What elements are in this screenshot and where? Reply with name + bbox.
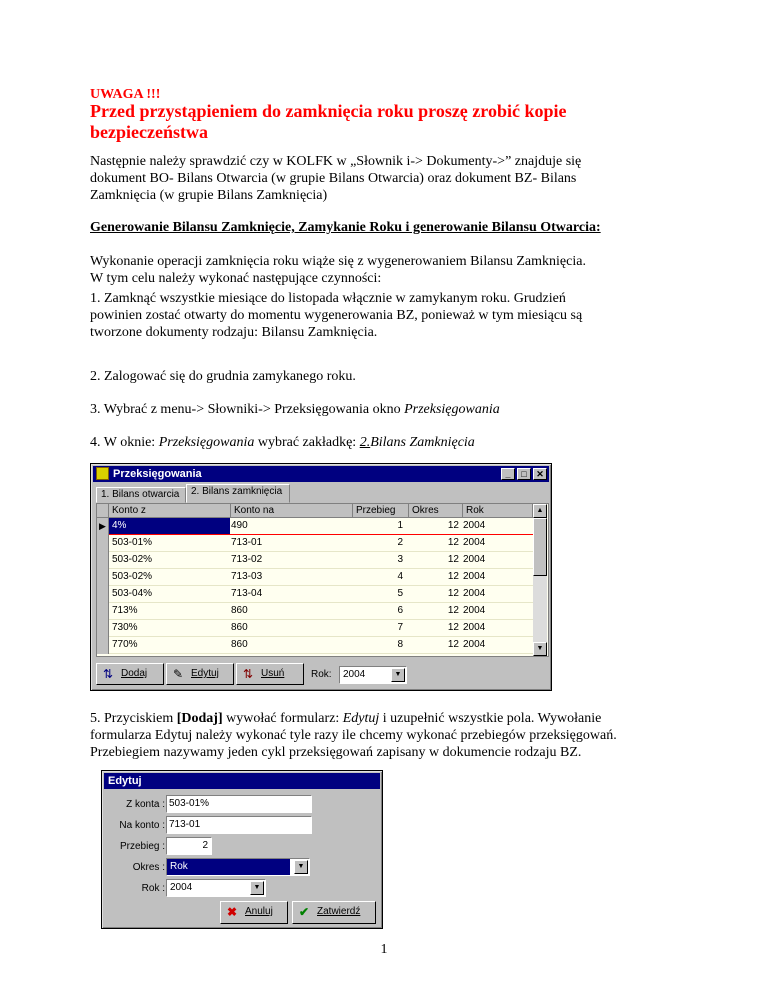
year-select[interactable] <box>166 879 266 897</box>
window-titlebar[interactable] <box>104 773 380 789</box>
column-header-rok[interactable]: Rok <box>463 504 533 518</box>
table-cell[interactable]: 12 <box>447 554 459 565</box>
text-line: Wykonanie operacji zamknięcia roku wiąże się z wygenerowaniem Bilansu Zamknięcia. <box>90 254 586 269</box>
table-cell[interactable]: 8 <box>397 639 403 650</box>
table-cell[interactable]: 860 <box>231 622 248 633</box>
row-indicator[interactable] <box>97 637 109 654</box>
maximize-icon[interactable]: □ <box>517 468 531 480</box>
table-cell[interactable]: 12 <box>447 622 459 633</box>
data-grid[interactable] <box>96 503 549 657</box>
headline-line-1: Przed przystąpieniem do zamknięcia roku proszę zrobić kopie <box>90 101 567 121</box>
table-cell[interactable]: 2004 <box>463 639 486 650</box>
run-label: Przebieg : <box>119 841 165 852</box>
text-fragment: i uzupełnić wszystkie pola. Wywołanie <box>379 711 602 726</box>
text-fragment: wybrać zakładkę: <box>254 435 360 450</box>
delete-arrows-icon: ⇅ <box>243 667 254 681</box>
table-cell[interactable]: 6 <box>397 605 403 616</box>
delete-button-label: Usuń <box>261 668 285 679</box>
from-account-input[interactable] <box>166 795 312 813</box>
table-row[interactable] <box>97 586 534 603</box>
table-cell[interactable]: 503-02% <box>112 554 153 565</box>
table-cell[interactable]: 12 <box>447 605 459 616</box>
period-select[interactable] <box>166 858 310 876</box>
period-label: Okres : <box>132 862 165 873</box>
text-line: Zamknięcia (w grupie Bilans Zamknięcia) <box>90 188 328 203</box>
table-cell[interactable]: 3 <box>397 554 403 565</box>
run-value: 2 <box>202 840 208 851</box>
year-select[interactable] <box>339 666 407 684</box>
table-cell[interactable]: 2004 <box>463 605 486 616</box>
table-cell[interactable]: 2004 <box>463 537 486 548</box>
table-row[interactable] <box>97 535 534 552</box>
headline-line-2: bezpieczeństwa <box>90 122 208 142</box>
table-cell[interactable]: 860 <box>231 605 248 616</box>
year-label: Rok : <box>141 883 165 894</box>
app-icon <box>96 467 109 480</box>
text-fragment-italic: Edytuj <box>342 711 380 726</box>
add-button-label: Dodaj <box>121 668 148 679</box>
table-cell[interactable]: 730% <box>112 622 138 633</box>
row-indicator[interactable] <box>97 569 109 586</box>
paragraph-intro <box>90 253 680 287</box>
text-line: dokument BO- Bilans Otwarcia (w grupie Bilans Otwarcia) oraz dokument BZ- Bilans <box>90 171 577 186</box>
table-cell[interactable]: 2004 <box>463 520 486 531</box>
section-heading-text: Generowanie Bilansu Zamknięcie, Zamykanie Roku i generowanie Bilansu Otwarcia: <box>90 220 601 235</box>
page-number: 1 <box>380 942 388 957</box>
table-row[interactable] <box>97 518 534 535</box>
year-label: Rok: <box>311 669 332 680</box>
dropdown-arrow-icon[interactable]: ▼ <box>250 881 264 895</box>
row-indicator[interactable] <box>97 586 109 603</box>
text-line: 1. Zamknąć wszystkie miesiące do listopada włącznie w zamykanym roku. Grudzień <box>90 291 566 306</box>
table-cell[interactable]: 1 <box>397 520 403 531</box>
table-cell[interactable]: 2004 <box>463 588 486 599</box>
scroll-thumb[interactable] <box>533 518 547 576</box>
checkmark-icon: ✔ <box>299 905 310 919</box>
add-arrows-icon: ⇅ <box>103 667 114 681</box>
text-line: Przebiegiem nazywamy jeden cykl przeksięgowań zapisany w dokumencie rodzaju BZ. <box>90 745 582 760</box>
window-przeksiegowania <box>90 463 552 691</box>
table-row[interactable] <box>97 620 534 637</box>
table-cell[interactable]: 2004 <box>463 571 486 582</box>
tab-bilans-otwarcia[interactable] <box>96 487 186 503</box>
to-account-label: Na konto : <box>119 820 165 831</box>
dropdown-arrow-icon[interactable]: ▼ <box>391 668 405 682</box>
window-title: Przeksięgowania <box>113 468 202 480</box>
table-cell[interactable]: 12 <box>447 537 459 548</box>
table-cell[interactable]: 5 <box>397 588 403 599</box>
text-fragment-italic: Przeksięgowania <box>404 402 500 417</box>
dropdown-arrow-icon[interactable]: ▼ <box>294 860 308 874</box>
table-row[interactable] <box>97 569 534 586</box>
text-fragment: 3. Wybrać z menu-> Słowniki-> Przeksięgowania okno <box>90 402 405 417</box>
vertical-scrollbar[interactable] <box>533 504 547 656</box>
table-cell[interactable]: 2004 <box>463 554 486 565</box>
tab-label: 1. Bilans otwarcia <box>101 489 180 500</box>
row-indicator[interactable] <box>97 620 109 637</box>
edit-button[interactable] <box>166 663 234 685</box>
edit-icon: ✎ <box>173 667 184 681</box>
grid-corner <box>97 504 109 518</box>
column-header-konto-z[interactable]: Konto z <box>109 504 231 518</box>
from-account-label: Z konta : <box>126 799 165 810</box>
step-1 <box>90 290 680 341</box>
headline <box>90 101 650 143</box>
text-fragment-italic: Przeksięgowania <box>158 435 255 450</box>
text-fragment: 5. Przyciskiem <box>90 711 177 726</box>
column-header-przebieg[interactable]: Przebieg <box>353 504 409 518</box>
to-account-value: 713-01 <box>169 819 201 830</box>
table-cell[interactable]: 503-02% <box>112 571 153 582</box>
table-cell[interactable]: 2004 <box>463 622 486 633</box>
from-account-value: 503-01% <box>169 798 210 809</box>
minimize-icon[interactable]: _ <box>501 468 515 480</box>
scroll-down-icon[interactable]: ▼ <box>533 642 547 656</box>
table-cell[interactable]: 503-01% <box>112 537 153 548</box>
table-cell[interactable]: 4% <box>109 518 230 534</box>
table-cell[interactable]: 713-02 <box>231 554 263 565</box>
text-line: 2. Zalogować się do grudnia zamykanego roku. <box>90 369 356 384</box>
step-5 <box>90 710 680 761</box>
table-cell[interactable]: 860 <box>231 639 248 650</box>
tab-bilans-zamkniecia[interactable] <box>186 484 290 503</box>
table-cell[interactable]: 2 <box>397 537 403 548</box>
warning-label: UWAGA !!! <box>90 87 161 102</box>
delete-button[interactable] <box>236 663 304 685</box>
table-row[interactable] <box>97 552 534 569</box>
tab-label: 2. Bilans zamknięcia <box>191 486 283 497</box>
step-4 <box>90 434 680 451</box>
table-cell[interactable]: 713-01 <box>231 537 263 548</box>
text-line: tworzone dokumenty rodzaju: Bilansu Zamknięcia. <box>90 325 378 340</box>
text-fragment: 4. W oknie: <box>90 435 159 450</box>
tab-reference: 2.Bilans Zamknięcia <box>359 435 475 450</box>
cancel-x-icon: ✖ <box>227 905 238 919</box>
year-select-value: 2004 <box>170 882 193 893</box>
section-heading <box>90 219 680 236</box>
text-line: W tym celu należy wykonać następujące czynności: <box>90 271 382 286</box>
table-row[interactable] <box>97 603 534 620</box>
row-indicator-arrow-icon[interactable]: ▶ <box>97 518 109 535</box>
table-cell[interactable]: 4 <box>397 571 403 582</box>
table-cell[interactable]: 490 <box>231 520 248 531</box>
table-cell[interactable]: 12 <box>447 571 459 582</box>
step-2 <box>90 368 680 385</box>
close-icon[interactable]: ✕ <box>533 468 547 480</box>
table-cell[interactable]: 713-03 <box>231 571 263 582</box>
row-indicator[interactable] <box>97 603 109 620</box>
text-line: powinien zostać otwarty do momentu wygenerowania BZ, ponieważ w tym miesiącu są <box>90 308 583 323</box>
paragraph-dictionary-check <box>90 153 680 204</box>
year-select-value: 2004 <box>343 669 366 680</box>
row-indicator[interactable] <box>97 552 109 569</box>
table-cell[interactable]: 12 <box>447 520 459 531</box>
column-header-konto-na[interactable]: Konto na <box>231 504 353 518</box>
column-header-okres[interactable]: Okres <box>409 504 463 518</box>
window-edytuj <box>101 770 383 929</box>
step-3 <box>90 401 680 418</box>
edit-button-label: Edytuj <box>191 668 219 679</box>
add-button[interactable] <box>96 663 164 685</box>
text-line: Następnie należy sprawdzić czy w KOLFK w „Słownik i-> Dokumenty->” znajduje się <box>90 154 582 169</box>
table-cell[interactable]: 503-04% <box>112 588 153 599</box>
text-line: formularza Edytuj należy wykonać tyle razy ile chcemy wykonać przebiegów przeksięgowań. <box>90 728 617 743</box>
cancel-button[interactable] <box>220 901 288 924</box>
confirm-button-label: Zatwierdź <box>317 906 361 917</box>
confirm-button[interactable] <box>292 901 376 924</box>
table-cell[interactable]: 713-04 <box>231 588 263 599</box>
text-fragment-bold: [Dodaj] <box>176 711 223 726</box>
to-account-input[interactable] <box>166 816 312 834</box>
table-cell[interactable]: 7 <box>397 622 403 633</box>
scroll-up-icon[interactable]: ▲ <box>533 504 547 518</box>
cancel-button-label: Anuluj <box>245 906 273 917</box>
window-title: Edytuj <box>108 775 142 787</box>
run-input[interactable] <box>166 837 212 855</box>
table-cell[interactable]: 713% <box>112 605 138 616</box>
text-fragment: wywołać formularz: <box>222 711 343 726</box>
table-cell[interactable]: 12 <box>447 639 459 650</box>
period-select-value: Rok <box>167 859 290 875</box>
table-row[interactable] <box>97 637 534 654</box>
window-titlebar[interactable] <box>93 466 549 482</box>
row-indicator[interactable] <box>97 535 109 552</box>
table-cell[interactable]: 12 <box>447 588 459 599</box>
table-cell[interactable]: 770% <box>112 639 138 650</box>
